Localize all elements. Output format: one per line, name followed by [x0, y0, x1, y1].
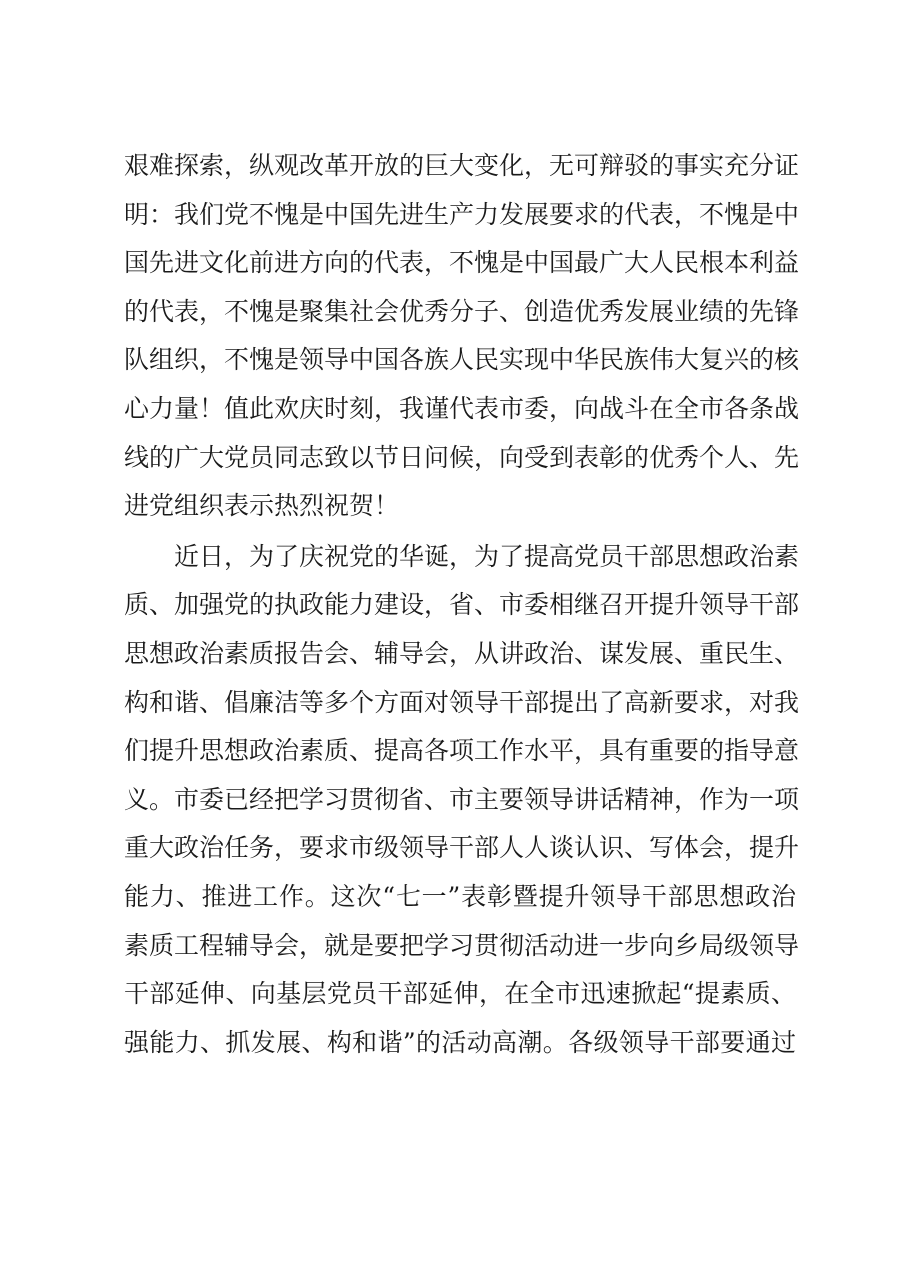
- text-line: 思想政治素质报告会、辅导会，从讲政治、谋发展、重民生、: [124, 638, 800, 668]
- text-line: 干部延伸、向基层党员干部延伸，在全市迅速掀起“提素质、: [124, 979, 796, 1009]
- document-body: [124, 142, 800, 1067]
- text-line: 构和谐、倡廉洁等多个方面对领导干部提出了高新要求，对我: [124, 687, 800, 717]
- text-line: 明：我们党不愧是中国先进生产力发展要求的代表，不愧是中: [124, 199, 800, 229]
- text-line: 们提升思想政治素质、提高各项工作水平，具有重要的指导意: [124, 736, 800, 766]
- text-line: 义。市委已经把学习贯彻省、市主要领导讲话精神，作为一项: [124, 784, 800, 814]
- paragraph-1: [124, 142, 800, 531]
- text-line: 质、加强党的执政能力建设，省、市委相继召开提升领导干部: [124, 590, 800, 620]
- text-line: 心力量！值此欢庆时刻，我谨代表市委，向战斗在全市各条战: [124, 393, 800, 423]
- text-line: 线的广大党员同志致以节日问候，向受到表彰的优秀个人、先: [124, 442, 800, 472]
- text-line: 能力、推进工作。这次“七一”表彰暨提升领导干部思想政治: [124, 881, 796, 911]
- text-line: 强能力、抓发展、构和谐”的活动高潮。各级领导干部要通过: [124, 1027, 796, 1057]
- text-line: 近日，为了庆祝党的华诞，为了提高党员干部思想政治素: [174, 541, 800, 571]
- text-line: 重大政治任务，要求市级领导干部人人谈认识、写体会，提升: [124, 833, 800, 863]
- text-line: 队组织，不愧是领导中国各族人民实现中华民族伟大复兴的核: [124, 345, 800, 375]
- text-line: 进党组织表示热烈祝贺！: [124, 491, 400, 521]
- text-line: 的代表，不愧是聚集社会优秀分子、创造优秀发展业绩的先锋: [124, 296, 800, 326]
- text-line: 国先进文化前进方向的代表，不愧是中国最广大人民根本利益: [124, 248, 800, 278]
- text-line: 素质工程辅导会，就是要把学习贯彻活动进一步向乡局级领导: [124, 930, 800, 960]
- text-line: 艰难探索，纵观改革开放的巨大变化，无可辩驳的事实充分证: [124, 151, 800, 180]
- paragraph-2: [124, 533, 800, 1068]
